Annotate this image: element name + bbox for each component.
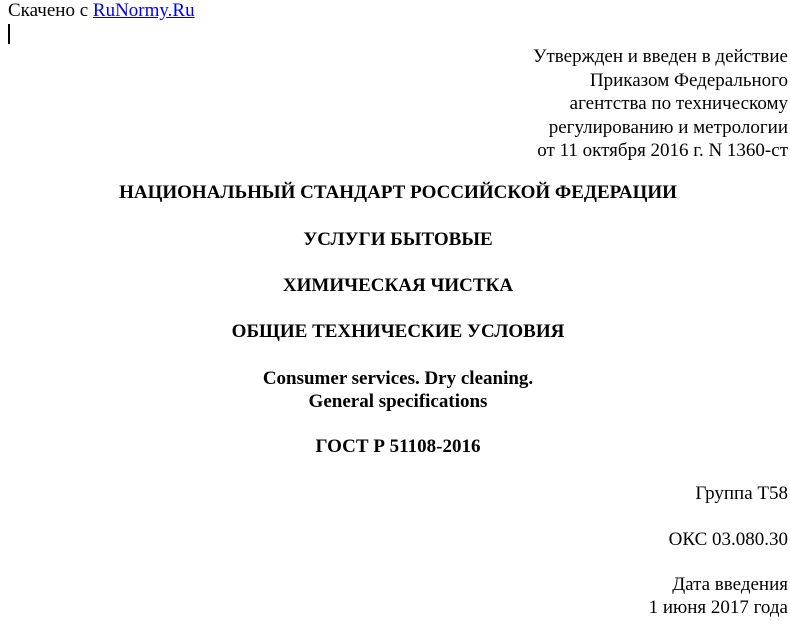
oks-code: ОКС 03.080.30 — [668, 529, 788, 550]
national-standard-title: НАЦИОНАЛЬНЫЙ СТАНДАРТ РОССИЙСКОЙ ФЕДЕРАЦИИ — [119, 182, 677, 203]
general-conditions-title: ОБЩИЕ ТЕХНИЧЕСКИЕ УСЛОВИЯ — [231, 321, 565, 342]
approval-line: от 11 октября 2016 г. N 1360-ст — [537, 140, 788, 162]
dry-cleaning-title: ХИМИЧЕСКАЯ ЧИСТКА — [282, 275, 514, 296]
source-prefix: Скачено с — [8, 0, 89, 21]
group-code: Группа Т58 — [695, 483, 788, 504]
approval-line: агентства по техническому — [569, 93, 788, 115]
approval-line: Приказом Федерального — [589, 69, 788, 91]
approval-line: регулированию и метрологии — [548, 116, 788, 138]
services-title: УСЛУГИ БЫТОВЫЕ — [303, 229, 493, 250]
text-cursor — [8, 24, 10, 44]
approval-block — [368, 45, 788, 163]
runormy-link[interactable]: RuNormy.Ru — [92, 0, 195, 21]
intro-date-value: 1 июня 2017 года — [648, 597, 788, 618]
gost-number: ГОСТ Р 51108-2016 — [315, 436, 481, 457]
source-line — [8, 0, 195, 22]
english-title-line-1: Consumer services. Dry cleaning. — [262, 368, 534, 389]
english-title-line-2: General specifications — [308, 391, 488, 412]
intro-date-label: Дата введения — [672, 574, 788, 595]
approval-line: Утвержден и введен в действие — [533, 46, 788, 67]
